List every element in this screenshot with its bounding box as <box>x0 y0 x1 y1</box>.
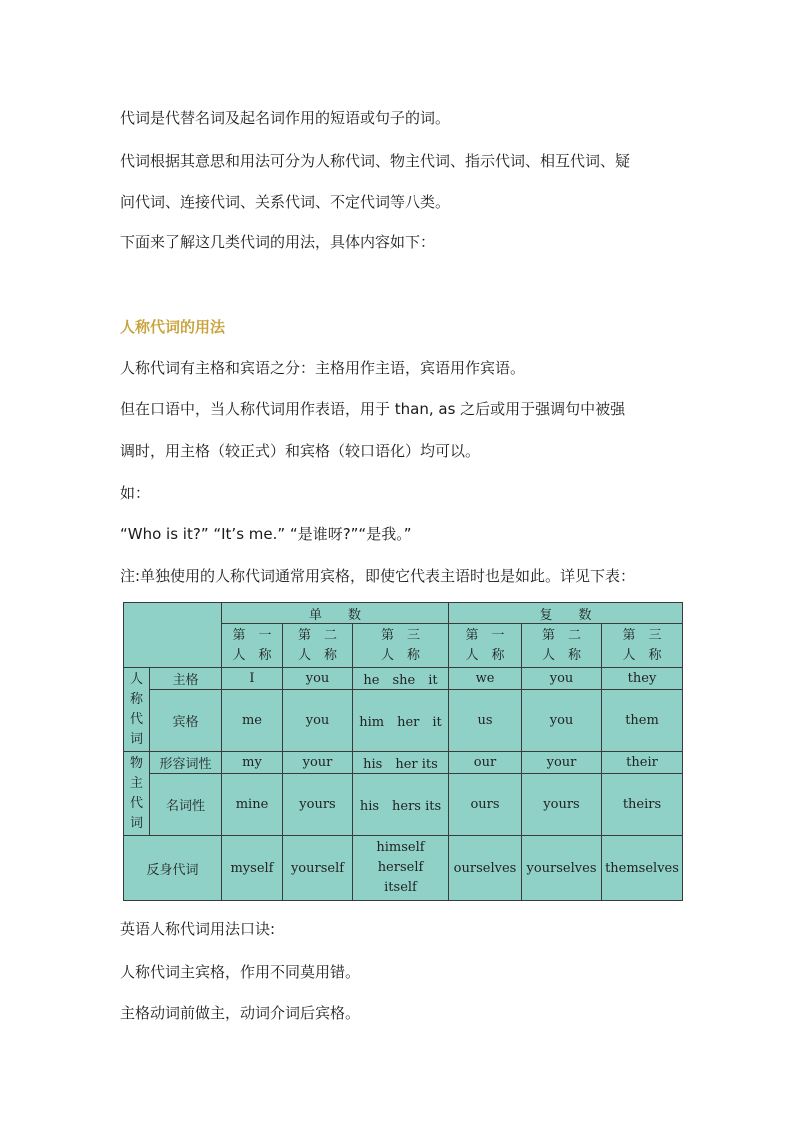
table-cell: mine <box>222 774 283 836</box>
intro-line-2b: 问代词、连接代词、关系代词、不定代词等八类。 <box>120 193 451 211</box>
person-header-2-singular: 第 二 人 称 <box>283 624 353 668</box>
table-cell: he she it <box>353 668 449 690</box>
row-label-reflexive: 反身代词 <box>124 836 222 901</box>
table-cell: his her its <box>353 752 449 774</box>
plural-header: 复 数 <box>449 603 683 624</box>
table-cell: you <box>283 690 353 752</box>
table-cell: I <box>222 668 283 690</box>
table-cell: my <box>222 752 283 774</box>
table-cell: yourselves <box>522 836 602 901</box>
row-label-nominative: 主格 <box>150 668 222 690</box>
table-cell: ourselves <box>449 836 522 901</box>
mnemonic-title: 英语人称代词用法口诀: <box>120 920 276 938</box>
table-cell: themselves <box>602 836 683 901</box>
table-cell: you <box>522 690 602 752</box>
table-cell: you <box>522 668 602 690</box>
table-cell: theirs <box>602 774 683 836</box>
section-paragraph-2b: 调时，用主格（较正式）和宾格（较口语化）均可以。 <box>120 442 481 460</box>
table-cell: ours <box>449 774 522 836</box>
corner-cell <box>124 603 222 668</box>
person-header-3-singular: 第 三 人 称 <box>353 624 449 668</box>
table-cell: yours <box>283 774 353 836</box>
example-label: 如： <box>120 484 151 502</box>
table-cell: yours <box>522 774 602 836</box>
group-personal-pronoun: 人 称 代 词 <box>124 668 150 752</box>
table-cell: our <box>449 752 522 774</box>
person-header-2-plural: 第 二 人 称 <box>522 624 602 668</box>
table-cell-reflexive-third: himself herself itself <box>353 836 449 901</box>
group-possessive-pronoun: 物 主 代 词 <box>124 752 150 836</box>
table-cell: myself <box>222 836 283 901</box>
section-paragraph-2a: 但在口语中，当人称代词用作表语，用于 than, as 之后或用于强调句中被强 <box>120 400 626 418</box>
table-cell: yourself <box>283 836 353 901</box>
intro-line-3: 下面来了解这几类代词的用法，具体内容如下： <box>120 233 436 251</box>
table-cell: we <box>449 668 522 690</box>
intro-line-1: 代词是代替名词及起名词作用的短语或句子的词。 <box>120 109 451 127</box>
person-header-1-plural: 第 一 人 称 <box>449 624 522 668</box>
table-cell: your <box>283 752 353 774</box>
mnemonic-line-1: 人称代词主宾格，作用不同莫用错。 <box>120 963 361 981</box>
table-cell: his hers its <box>353 774 449 836</box>
example-text: “Who is it?” “It’s me.” “是谁呀?”“是我。” <box>120 525 412 543</box>
row-label-adjectival: 形容词性 <box>150 752 222 774</box>
note-text: 注:单独使用的人称代词通常用宾格，即使它代表主语时也是如此。详见下表： <box>120 567 636 585</box>
singular-header: 单 数 <box>222 603 449 624</box>
table-cell: them <box>602 690 683 752</box>
table-cell: their <box>602 752 683 774</box>
section-heading: 人称代词的用法 <box>120 318 226 336</box>
row-label-nominal: 名词性 <box>150 774 222 836</box>
pronoun-table-grid <box>123 602 683 901</box>
mnemonic-line-2: 主格动词前做主，动词介词后宾格。 <box>120 1004 361 1022</box>
row-label-objective: 宾格 <box>150 690 222 752</box>
section-paragraph-1: 人称代词有主格和宾语之分：主格用作主语，宾语用作宾语。 <box>120 359 526 377</box>
table-cell: me <box>222 690 283 752</box>
pronoun-table <box>123 602 682 900</box>
table-cell: him her it <box>353 690 449 752</box>
person-header-1-singular: 第 一 人 称 <box>222 624 283 668</box>
table-cell: you <box>283 668 353 690</box>
table-cell: they <box>602 668 683 690</box>
table-cell: your <box>522 752 602 774</box>
table-cell: us <box>449 690 522 752</box>
person-header-3-plural: 第 三 人 称 <box>602 624 683 668</box>
intro-line-2a: 代词根据其意思和用法可分为人称代词、物主代词、指示代词、相互代词、疑 <box>120 152 631 170</box>
